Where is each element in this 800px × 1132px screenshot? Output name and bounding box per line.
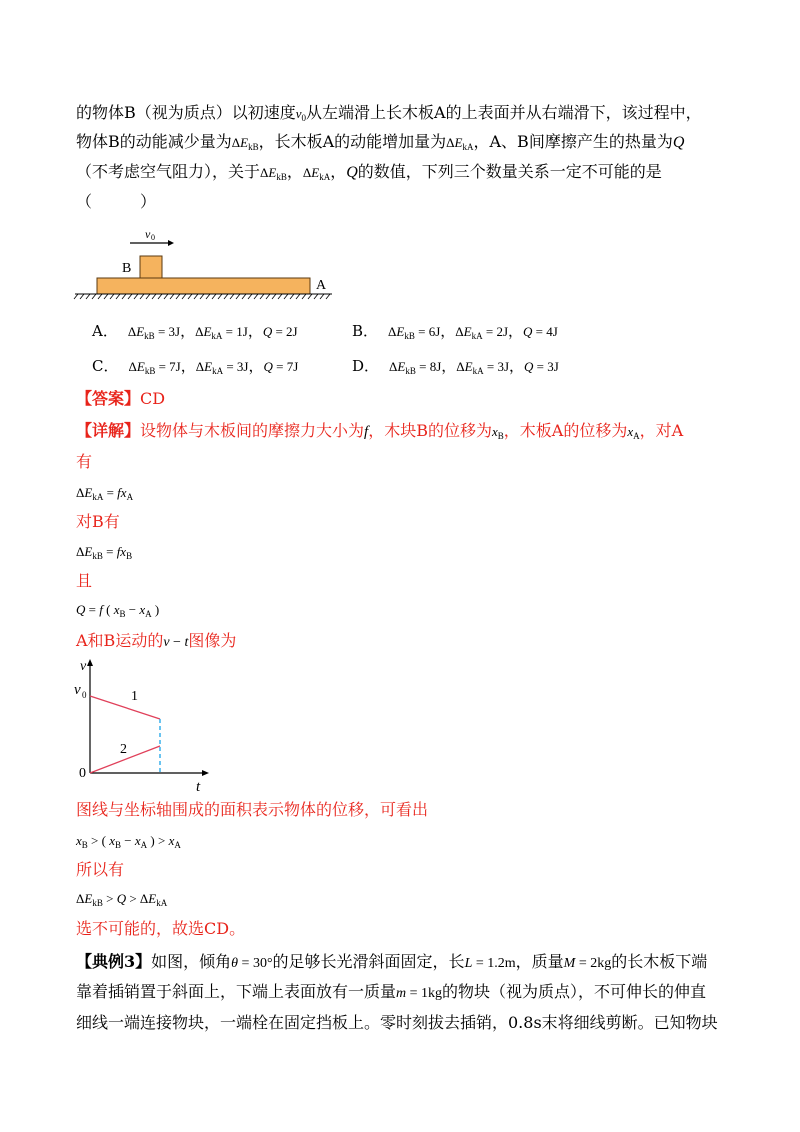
option-d-label: D． xyxy=(352,357,380,375)
so-text: 所以有 xyxy=(76,860,125,879)
option-b[interactable]: B． $\Delta E_{kB} = 6J$，$\Delta E_{kA} = 2J$，Q = 4J xyxy=(352,322,558,341)
problem-text-1a: 的物体B（视为质点）以初速度 xyxy=(76,103,296,122)
graph-line-1 xyxy=(90,696,160,719)
problem-text-1b: 从左端滑上长木板A的上表面并从右端滑下，该过程中， xyxy=(306,103,702,122)
v0-label: v xyxy=(74,682,81,698)
detail-label: 【详解】 xyxy=(76,421,141,440)
vt-intro: A和B运动的v − t图像为 xyxy=(76,631,237,650)
inequality-1: $x_B$ > ( $x_B - x_A$ ) > $x_A$ xyxy=(76,833,181,850)
line-2-label: 2 xyxy=(120,742,127,757)
detail-for-b: 对B有 xyxy=(76,512,120,531)
option-c-label: C． xyxy=(92,357,119,375)
velocity-label: v xyxy=(145,227,151,241)
option-d[interactable]: D． $\Delta E_{kB} = 8J$，$\Delta E_{kA} = 3J$，Q = 3J xyxy=(352,357,559,376)
example3-label: 【典例3】 xyxy=(76,952,152,971)
option-a-label: A． xyxy=(92,322,118,340)
line-1-label: 1 xyxy=(131,689,138,704)
conclusion: 选不可能的，故选CD。 xyxy=(76,919,246,938)
ground-hatching xyxy=(74,294,330,299)
v-axis-arrow-icon xyxy=(87,659,93,666)
problem-line-1 xyxy=(76,102,702,129)
equation-3: Q = f ( $x_B - x_A$ ) xyxy=(76,602,160,619)
problem-line-3: （不考虑空气阻力），关于$\Delta E_{kB}$，$\Delta E_{kA}$，Q的数值，下列三个数量关系一定不可能的是 xyxy=(76,162,662,182)
option-a[interactable]: A． $\Delta E_{kB} = 3J$，$\Delta E_{kA} = 1J$，Q = 2J xyxy=(92,322,298,341)
arrow-head-icon xyxy=(168,240,174,246)
example3-line-2: 靠着插销置于斜面上，下端上表面放有一质量m = 1kg的物块（视为质点），不可伸长的伸直 xyxy=(76,982,707,1001)
problem-line-4: （ ） xyxy=(76,192,157,211)
v0-subscript: 0 xyxy=(82,690,87,700)
board-a xyxy=(97,278,310,294)
velocity-subscript: 0 xyxy=(151,233,155,242)
detail-and: 且 xyxy=(76,571,93,590)
equation-2: $\Delta E_{kB} = fx_B$ xyxy=(76,544,133,561)
option-c[interactable]: C． $\Delta E_{kB} = 7J$，$\Delta E_{kA} = 3J$，Q = 7J xyxy=(92,357,299,376)
t-axis-label: t xyxy=(196,779,201,795)
board-a-label: A xyxy=(316,278,327,293)
detail-line-2: 有 xyxy=(76,452,93,471)
origin-label: 0 xyxy=(79,766,86,781)
t-axis-arrow-icon xyxy=(202,770,209,776)
equation-1: $\Delta E_{kA} = fx_A$ xyxy=(76,485,134,502)
v0-symbol: $v_0$ xyxy=(295,106,307,123)
example3-line-3: 细线一端连接物块，一端栓在固定挡板上。零时刻拔去插销，0.8s末将细线剪断。已知物块 xyxy=(76,1013,718,1032)
block-board-figure xyxy=(70,226,340,306)
block-b-label: B xyxy=(122,261,132,276)
vt-graph xyxy=(70,656,220,796)
example3-line-1: 【典例3】如图，倾角θ = 30°的足够长光滑斜面固定，长L = 1.2m，质量M = 2kg的长木板下端 xyxy=(76,952,708,971)
problem-line-2: 物体B的动能减少量为$\Delta E_{kB}$，长木板A的动能增加量为$\Delta E_{kA}$，A、B间摩擦产生的热量为Q xyxy=(76,132,685,152)
v-axis-label: v xyxy=(80,659,87,674)
block-b xyxy=(140,256,162,278)
inequality-2: $\Delta E_{kB} > Q > \Delta E_{kA}$ xyxy=(76,891,168,908)
answer-line xyxy=(76,388,165,410)
answer-label: 【答案】 xyxy=(76,389,141,408)
area-text: 图线与坐标轴围成的面积表示物体的位移，可看出 xyxy=(76,800,429,819)
detail-line-1: 【详解】设物体与木板间的摩擦力大小为f，木块B的位移为$x_B$，木板A的位移为$x_A$，对A xyxy=(76,421,684,441)
option-b-label: B． xyxy=(352,322,379,340)
answer-value: CD xyxy=(140,389,166,408)
